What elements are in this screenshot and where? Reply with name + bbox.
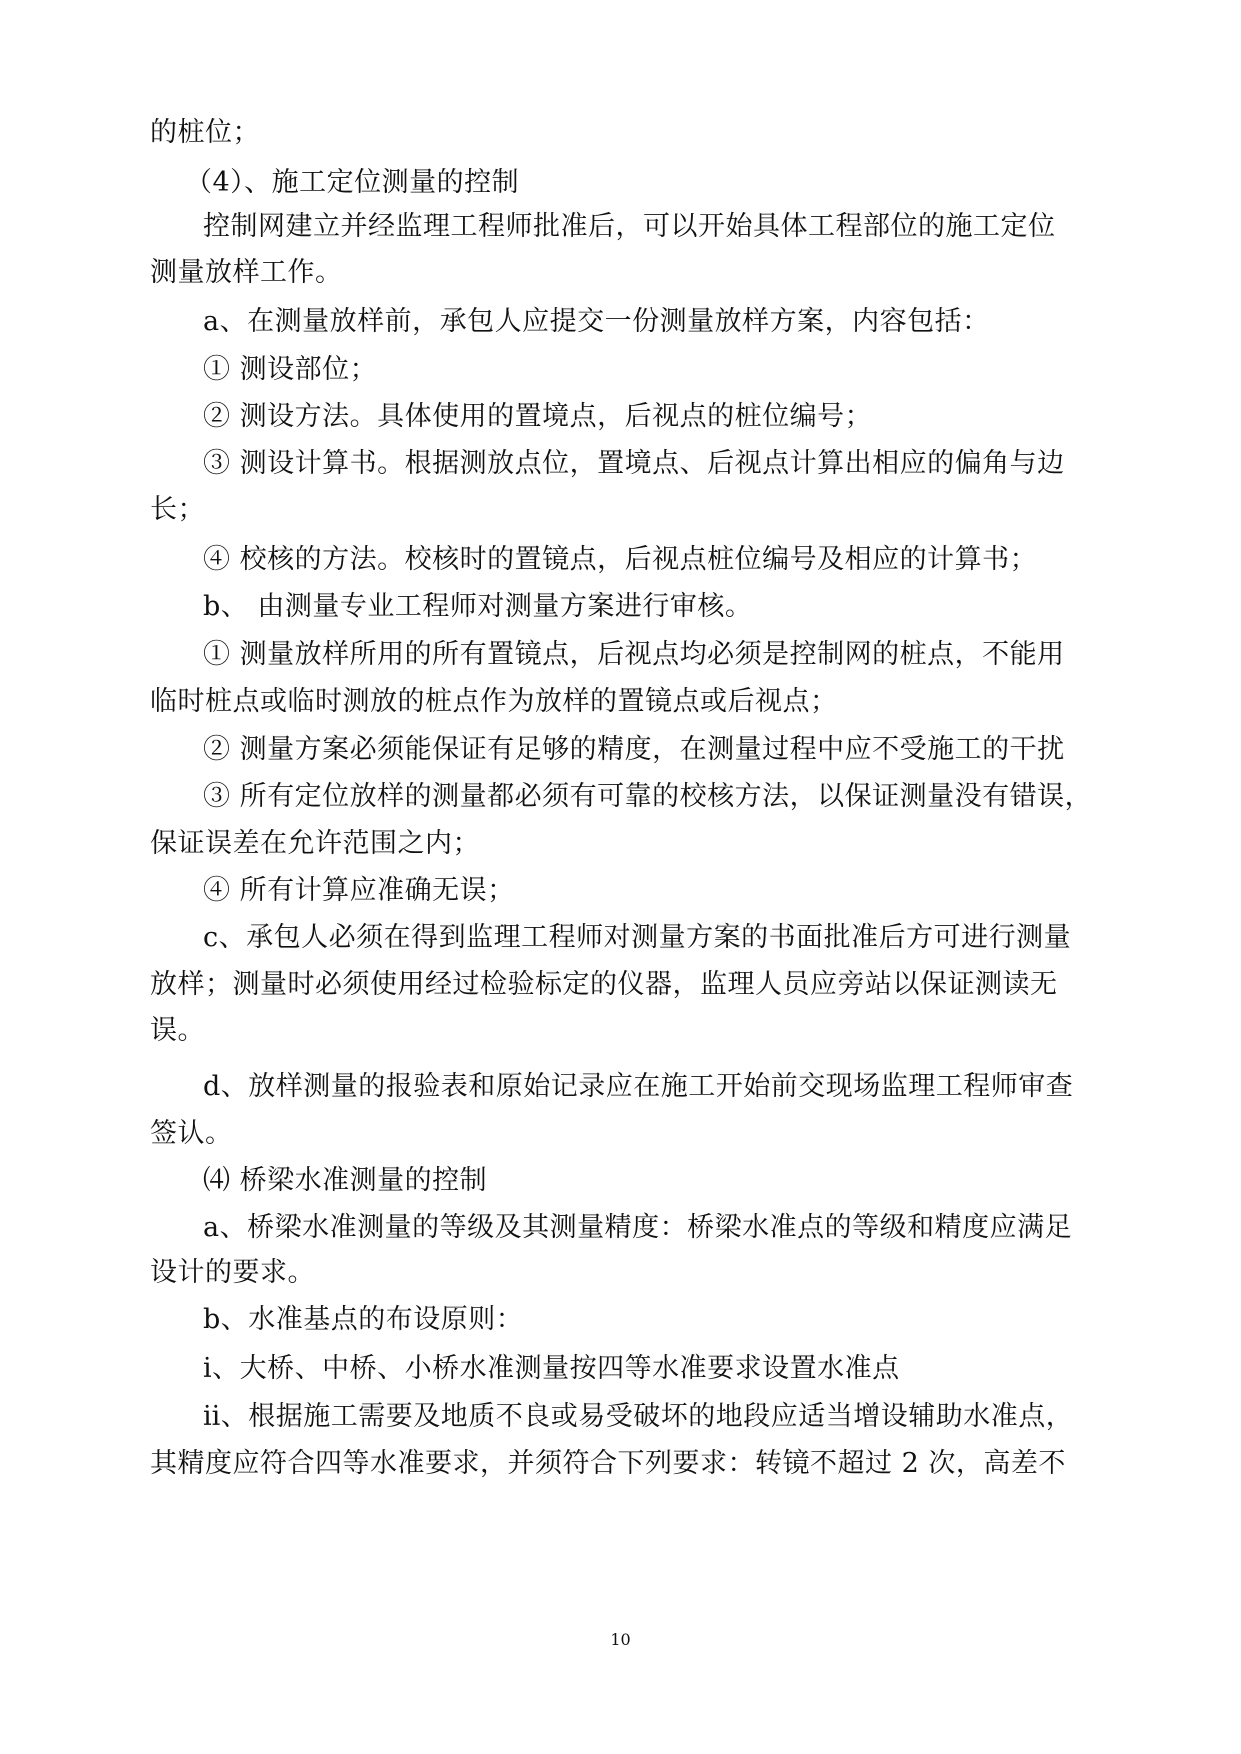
text-line: a、在测量放样前，承包人应提交一份测量放样方案，内容包括： (203, 306, 990, 337)
list-item: ① 测设部位； (203, 354, 378, 385)
text-line: 签认。 (150, 1118, 233, 1149)
section-heading: ⑷ 桥梁水准测量的控制 (203, 1165, 488, 1196)
text-line: 临时桩点或临时测放的桩点作为放样的置镜点或后视点； (150, 686, 838, 717)
list-item: ④ 所有计算应准确无误； (203, 875, 515, 906)
section-heading: （4）、施工定位测量的控制 (185, 167, 520, 198)
list-item: ⅱ、根据施工需要及地质不良或易受破坏的地段应适当增设辅助水准点， (203, 1401, 1074, 1432)
text-line: 设计的要求。 (150, 1257, 315, 1288)
text-line: 误。 (150, 1015, 205, 1046)
text-line: 控制网建立并经监理工程师批准后，可以开始具体工程部位的施工定位 (203, 211, 1056, 242)
list-item: ③ 测设计算书。根据测放点位，置境点、后视点计算出相应的偏角与边 (203, 448, 1065, 479)
list-item: ① 测量放样所用的所有置镜点，后视点均必须是控制网的桩点，不能用 (203, 639, 1065, 670)
text-line: 测量放样工作。 (150, 257, 343, 288)
text-line: b、水准基点的布设原则： (203, 1304, 524, 1335)
text-line: b、 由测量专业工程师对测量方案进行审核。 (203, 591, 753, 622)
text-line: 的桩位； (150, 117, 260, 148)
list-item: ④ 校核的方法。校核时的置镜点，后视点桩位编号及相应的计算书； (203, 544, 1038, 575)
list-item: ③ 所有定位放样的测量都必须有可靠的校核方法，以保证测量没有错误， (203, 781, 1093, 812)
list-item: ② 测设方法。具体使用的置境点，后视点的桩位编号； (203, 401, 873, 432)
text-line: a、桥梁水准测量的等级及其测量精度：桥梁水准点的等级和精度应满足 (203, 1212, 1073, 1243)
list-item: ② 测量方案必须能保证有足够的精度，在测量过程中应不受施工的干扰 (203, 734, 1065, 765)
text-line: d、放样测量的报验表和原始记录应在施工开始前交现场监理工程师审查 (203, 1071, 1074, 1102)
text-line: c、承包人必须在得到监理工程师对测量方案的书面批准后方可进行测量 (203, 922, 1072, 953)
text-line: 长； (150, 494, 205, 525)
text-line: 保证误差在允许范围之内； (150, 828, 480, 859)
text-line: 其精度应符合四等水准要求，并须符合下列要求：转镜不超过 2 次，高差不 (150, 1448, 1066, 1479)
list-item: ⅰ、大桥、中桥、小桥水准测量按四等水准要求设置水准点 (203, 1353, 900, 1384)
page-number: 10 (610, 1630, 631, 1649)
text-line: 放样；测量时必须使用经过检验标定的仪器，监理人员应旁站以保证测读无 (150, 969, 1058, 1000)
